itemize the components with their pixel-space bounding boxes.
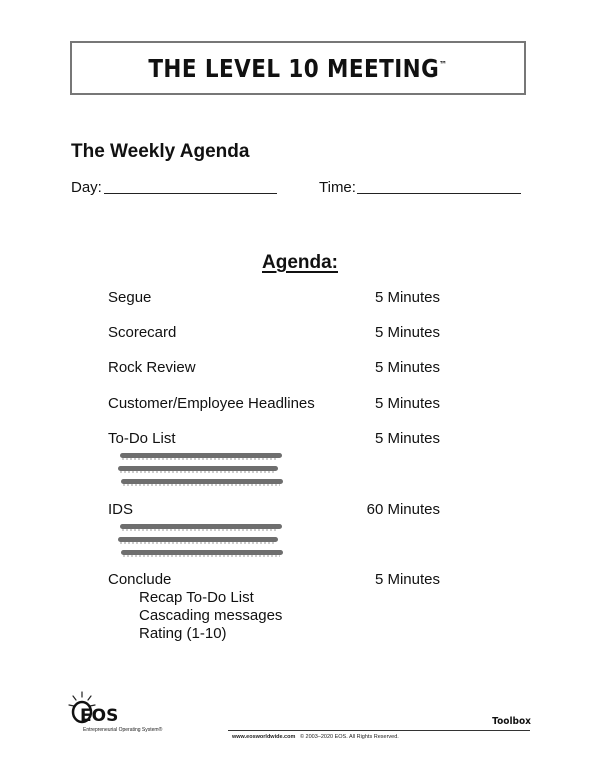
agenda-heading: Agenda: xyxy=(262,252,338,273)
svg-text:EOS: EOS xyxy=(80,706,119,726)
time-label: Time: xyxy=(319,179,356,196)
time-field[interactable] xyxy=(357,193,521,194)
agenda-duration-headlines: 5 Minutes xyxy=(374,395,440,412)
agenda-duration-segue: 5 Minutes xyxy=(374,289,440,306)
toolbox-label: Toolbox xyxy=(492,716,531,727)
eos-logo xyxy=(66,688,226,738)
copyright-text: © 2003–2020 EOS. All Rights Reserved. xyxy=(299,734,399,740)
agenda-duration-rock-review: 5 Minutes xyxy=(374,359,440,376)
page-title: THE LEVEL 10 MEETING™ xyxy=(148,53,448,83)
title-box xyxy=(70,41,526,95)
svg-text:Entrepreneurial Operating Syst: Entrepreneurial Operating System® xyxy=(83,727,163,733)
agenda-duration-todo-list: 5 Minutes xyxy=(374,430,440,447)
blurred-note-ids xyxy=(118,522,284,566)
agenda-duration-ids: 60 Minutes xyxy=(366,501,440,518)
agenda-duration-conclude: 5 Minutes xyxy=(374,571,440,588)
agenda-item-conclude: Conclude xyxy=(108,571,172,588)
conclude-subitem-cascading: Cascading messages xyxy=(139,607,283,624)
lightbulb-icon xyxy=(69,692,95,706)
agenda-item-todo-list: To-Do List xyxy=(108,430,176,447)
agenda-item-scorecard: Scorecard xyxy=(108,324,177,341)
blurred-note-todo xyxy=(118,451,284,495)
agenda-item-ids: IDS xyxy=(108,501,134,518)
agenda-duration-scorecard: 5 Minutes xyxy=(374,324,440,341)
agenda-item-headlines: Customer/Employee Headlines xyxy=(108,395,315,412)
footer-rule xyxy=(228,730,530,731)
day-label: Day: xyxy=(71,179,102,196)
agenda-subtitle: The Weekly Agenda xyxy=(71,141,250,162)
day-field[interactable] xyxy=(104,193,277,194)
agenda-item-rock-review: Rock Review xyxy=(108,359,196,376)
agenda-item-segue: Segue xyxy=(108,289,152,306)
footer-credits xyxy=(232,734,399,740)
trademark-symbol: ™ xyxy=(439,60,448,71)
website-link[interactable]: www.eosworldwide.com xyxy=(232,734,296,740)
conclude-subitem-recap: Recap To-Do List xyxy=(139,589,254,606)
conclude-subitem-rating: Rating (1-10) xyxy=(139,625,227,642)
